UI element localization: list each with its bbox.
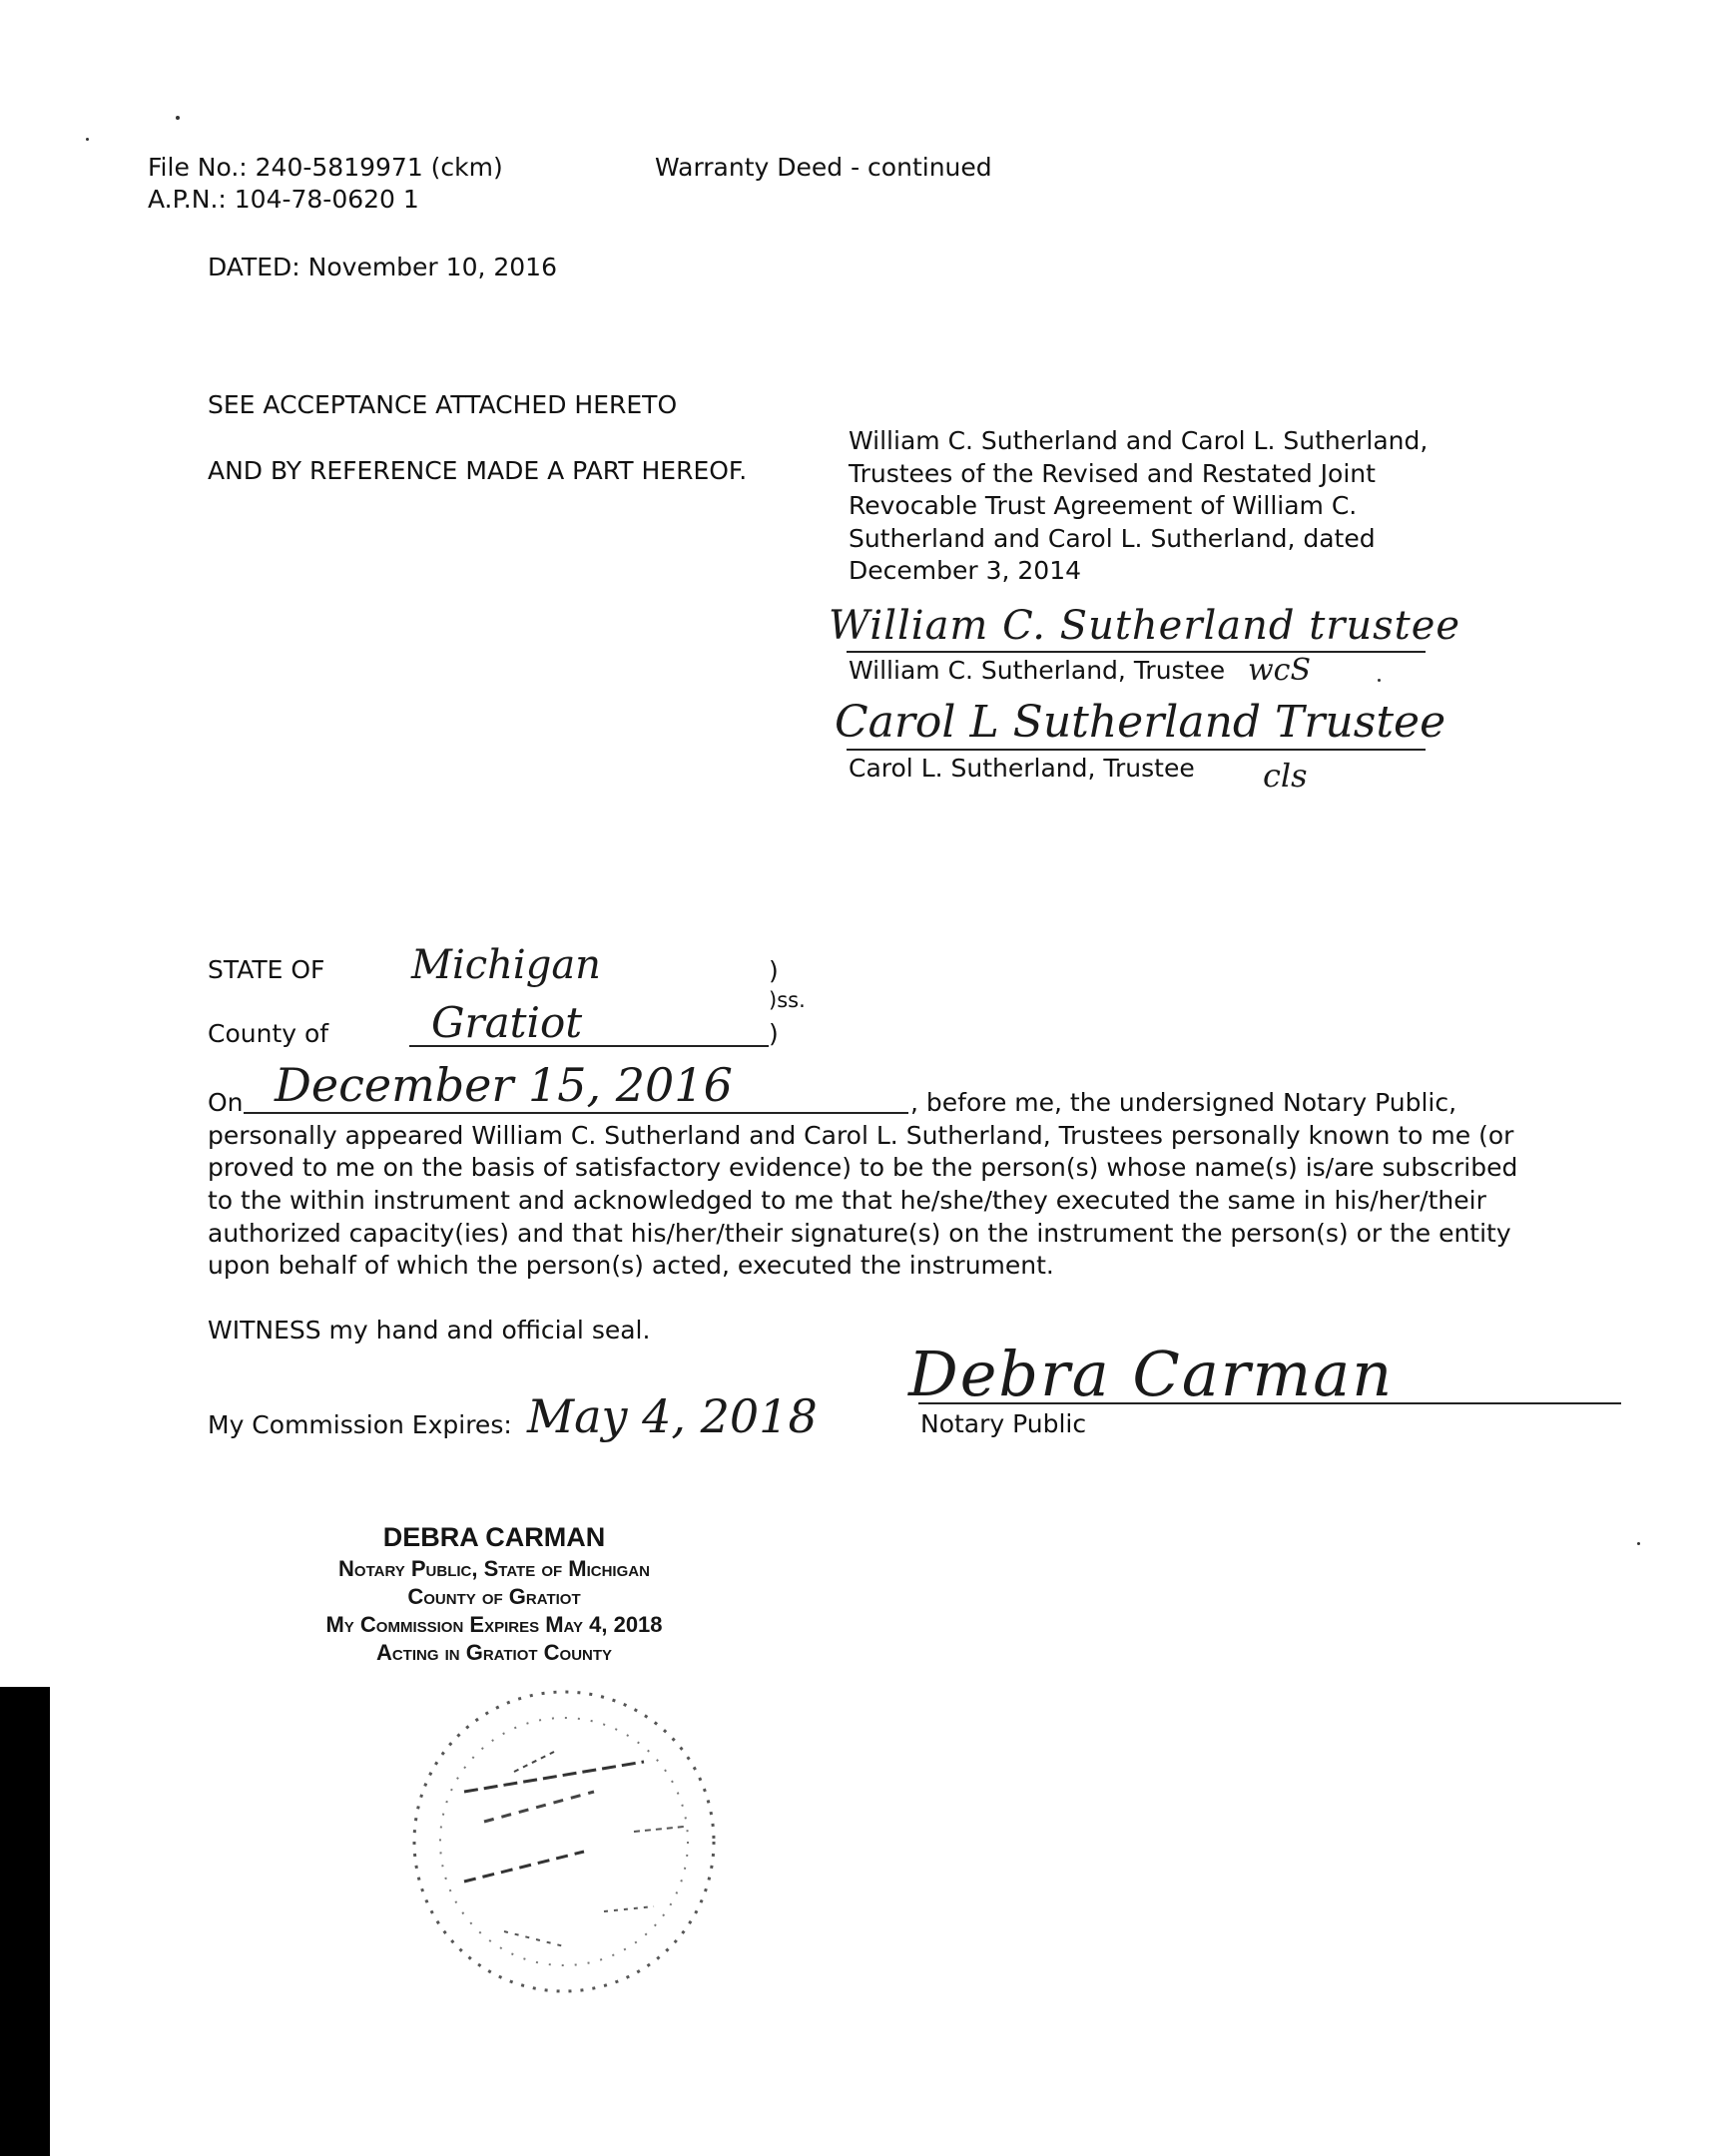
- stamp-line: County of Gratiot: [407, 1584, 581, 1609]
- acknowledgment-line: to the within instrument and acknowledged to me that he/she/they executed the same in his/her/their: [208, 1186, 1486, 1215]
- grantor-line: Trustees of the Revised and Restated Joint: [849, 459, 1376, 488]
- commission-value: May 4, 2018: [527, 1389, 818, 1443]
- signer-2-caption: Carol L. Sutherland, Trustee: [849, 754, 1195, 783]
- on-label: On: [208, 1088, 244, 1117]
- scan-edge-bar: [0, 1687, 50, 2156]
- scan-speck: [86, 138, 89, 141]
- county-label: County of: [208, 1019, 329, 1048]
- county-underline: [409, 1045, 769, 1047]
- stamp-line: My Commission Expires May 4, 2018: [325, 1612, 663, 1637]
- grantor-line: William C. Sutherland and Carol L. Sutherland,: [849, 426, 1429, 455]
- scan-speck: [1637, 1542, 1640, 1545]
- witness-line: WITNESS my hand and official seal.: [208, 1316, 651, 1345]
- notary-signature-line: [918, 1402, 1621, 1404]
- acknowledgment-line: authorized capacity(ies) and that his/her/their signature(s) on the instrument the person(s) or the entity: [208, 1219, 1511, 1248]
- scan-speck: [176, 116, 180, 120]
- dated-line: DATED: November 10, 2016: [208, 253, 557, 281]
- county-value: Gratiot: [431, 998, 583, 1047]
- notary-caption: Notary Public: [920, 1409, 1087, 1438]
- state-label: STATE OF: [208, 955, 325, 984]
- embossed-seal-icon: [394, 1682, 734, 2001]
- acceptance-line-2: AND BY REFERENCE MADE A PART HEREOF.: [208, 456, 748, 485]
- acknowledgment-line-tail: , before me, the undersigned Notary Public,: [910, 1088, 1457, 1117]
- stamp-line: Acting in Gratiot County: [375, 1640, 613, 1665]
- signer-1-initials: wcS: [1248, 653, 1312, 688]
- signer-1-caption: William C. Sutherland, Trustee: [849, 656, 1226, 685]
- venue-paren: ): [769, 1019, 779, 1048]
- notary-stamp: [250, 1522, 739, 1682]
- signer-2-initials: cls: [1263, 757, 1308, 795]
- signature-line: [847, 749, 1426, 751]
- acknowledgment-line: upon behalf of which the person(s) acted, executed the instrument.: [208, 1251, 1054, 1280]
- scan-speck: [1378, 679, 1381, 682]
- venue-paren: ): [769, 956, 779, 985]
- signature-line: [847, 651, 1426, 653]
- acknowledgment-line: proved to me on the basis of satisfactory evidence) to be the person(s) whose name(s) is/are subscribed: [208, 1153, 1518, 1182]
- signature-william: William C. Sutherland trustee: [829, 603, 1461, 649]
- state-value: Michigan: [411, 942, 601, 988]
- stamp-line: Notary Public, State of Michigan: [338, 1556, 650, 1581]
- file-number: File No.: 240-5819971 (ckm): [148, 153, 503, 182]
- apn-number: A.P.N.: 104-78-0620 1: [148, 185, 419, 214]
- grantor-line: Sutherland and Carol L. Sutherland, dated: [849, 524, 1376, 553]
- venue-ss: )ss.: [769, 988, 806, 1012]
- stamp-name: DEBRA CARMAN: [382, 1522, 606, 1552]
- commission-label: My Commission Expires:: [208, 1410, 512, 1439]
- acceptance-line-1: SEE ACCEPTANCE ATTACHED HERETO: [208, 390, 678, 419]
- acknowledgment-date: December 15, 2016: [275, 1058, 733, 1112]
- signature-carol: Carol L Sutherland Trustee: [835, 697, 1446, 748]
- acknowledgment-line: personally appeared William C. Sutherland and Carol L. Sutherland, Trustees personally known to me (or: [208, 1121, 1514, 1150]
- date-underline: [244, 1112, 908, 1114]
- notary-signature: Debra Carman: [908, 1338, 1395, 1410]
- grantor-line: December 3, 2014: [849, 556, 1082, 585]
- document-title: Warranty Deed - continued: [655, 153, 992, 182]
- grantor-line: Revocable Trust Agreement of William C.: [849, 491, 1358, 520]
